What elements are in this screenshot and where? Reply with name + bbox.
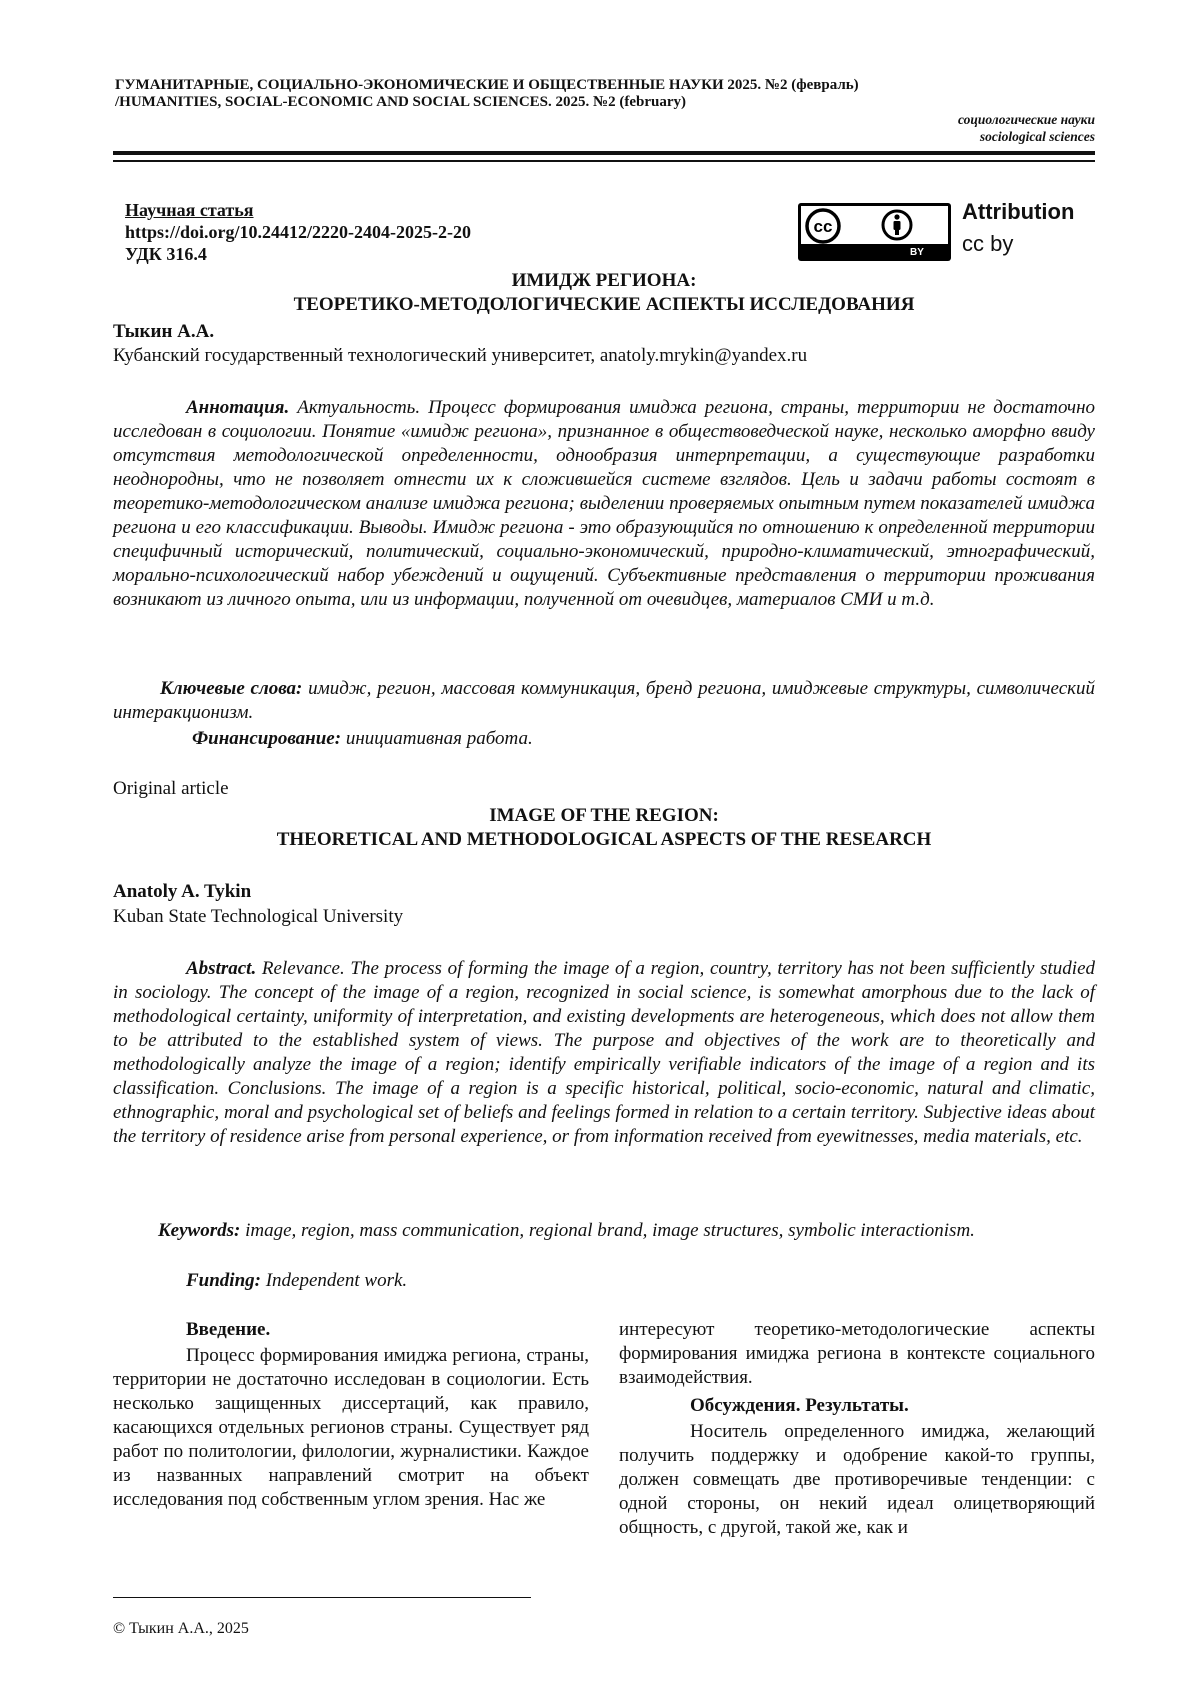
discussion-heading: Обсуждения. Результаты. [690, 1395, 909, 1416]
abstract-en-text: Relevance. The process of forming the image of a region, country, territory has not been sufficiently studied in sociology. The concept of the image of a region, recognized in social science, is somewhat amorphous due to the lack of methodological certainty, uniformity of interpretation, and existing developments are heterogeneous, which does not allow them to be attributed to the established system of views. The purpose and objectives of the work are to theoretically and methodologically analyze the image of a region; identify empirically verifiable indicators of the image of a region and its classification. Conclusions. The image of a region is a specific historical, political, socio-economic, natural and climatic, ethnographic, moral and psychological set of beliefs and feelings formed in relation to a certain territory. Subjective ideas about the territory of residence arise from personal experience, or from information received from eyewitnesses, media materials, etc. [113, 958, 1096, 1147]
article-type-ru: Научная статья [125, 200, 254, 220]
title-ru-line2: ТЕОРЕТИКО-МЕТОДОЛОГИЧЕСКИЕ АСПЕКТЫ ИССЛЕДОВАНИЯ [293, 294, 915, 315]
udk-code: УДК 316.4 [125, 244, 207, 264]
license-subtitle: cc by [962, 231, 1014, 256]
keywords-ru-text: имидж, регион, массовая коммуникация, бренд региона, имиджевые структуры, символический интеракционизм. [113, 678, 1096, 723]
copyright-note: © Тыкин А.А., 2025 [113, 1620, 249, 1637]
title-en-line1: IMAGE OF THE REGION: [489, 805, 719, 826]
title-ru-line1: ИМИДЖ РЕГИОНА: [511, 270, 697, 291]
funding-ru [113, 727, 1095, 751]
affiliation-en: Kuban State Technological University [113, 906, 404, 927]
section-label-ru: социологические науки [957, 112, 1095, 127]
cc-logo-icon [801, 206, 948, 244]
keywords-en [113, 1219, 1095, 1243]
intro-paragraph [113, 1344, 589, 1512]
abstract-en-label: Abstract. [186, 958, 257, 979]
journal-title-en: /HUMANITIES, SOCIAL-ECONOMIC AND SOCIAL SCIENCES. 2025. №2 (february) [115, 94, 686, 110]
funding-ru-text: инициативная работа. [345, 728, 533, 749]
cc-license-badge[interactable] [798, 203, 951, 261]
abstract-ru [113, 396, 1095, 612]
keywords-en-text: image, region, mass communication, regional brand, image structures, symbolic interactionism. [245, 1220, 975, 1241]
doi-link[interactable]: https://doi.org/10.24412/2220-2404-2025-2-20 [125, 222, 471, 242]
keywords-en-label: Keywords: [158, 1220, 241, 1241]
header-rule-thin [113, 160, 1095, 162]
right-column-continuation: интересуют теоретико-методологические аспекты формирования имиджа региона в контексте социального взаимодействия. [619, 1319, 1095, 1388]
funding-en [113, 1269, 1095, 1293]
cc-by-label: BY [888, 246, 946, 259]
discussion-paragraph-text: Носитель определенного имиджа, желающий получить поддержку и одобрение какой-то группы, должен совмещать две противоречивые тенденции: с одной стороны, он некий идеал олицетворяющий общность, с другой, такой же, как и [619, 1421, 1095, 1538]
svg-text:cc: cc [813, 217, 833, 236]
intro-heading: Введение. [186, 1319, 271, 1340]
keywords-ru [113, 677, 1095, 725]
abstract-en [113, 957, 1095, 1149]
author-ru: Тыкин А.А. [113, 321, 215, 342]
affiliation-ru: Кубанский государственный технологический университет, anatoly.mrykin@yandex.ru [113, 345, 808, 366]
abstract-ru-text: Актуальность. Процесс формирования имиджа региона, страны, территории не достаточно исследован в социологии. Понятие «имидж региона», признанное в обществоведческой науке, несколько аморфно ввиду отсутствия методологической определенности, однообразия интерпретации, а существующие разработки неоднородны, что не позволяет отнести их к сложившейся системе взглядов. Цель и задачи работы состоят в теоретико-методологическом анализе имиджа региона; выделении проверяемых опытным путем показателей имиджа региона и его классификации. Выводы. Имидж региона - это образующийся по отношению к определенной территории специфичный исторический, политический, социально-экономический, природно-климатический, этнографический, морально-психологический набор убеждений и ощущений. Субъективные представления о территории проживания возникают из личного опыта, или из информации, полученной от очевидцев, материалов СМИ и т.д. [113, 397, 1096, 610]
intro-paragraph-text: Процесс формирования имиджа региона, страны, территории не достаточно исследован в социологии. Есть несколько защищенных диссертаций, как правило, касающихся отдельных регионов страны. Существует ряд работ по политологии, филологии, журналистики. Каждое из названных направлений смотрит на объект исследования под собственным углом зрения. Нас же [113, 1345, 589, 1510]
funding-en-label: Funding: [186, 1270, 261, 1291]
funding-en-text: Independent work. [265, 1270, 408, 1291]
footnote-rule [113, 1597, 531, 1598]
funding-ru-label: Финансирование: [192, 728, 342, 749]
journal-title-ru: ГУМАНИТАРНЫЕ, СОЦИАЛЬНО-ЭКОНОМИЧЕСКИЕ И ОБЩЕСТВЕННЫЕ НАУКИ 2025. №2 (февраль) [115, 77, 859, 93]
article-type-en: Original article [113, 778, 229, 799]
section-label-en: sociological sciences [979, 129, 1095, 144]
author-en: Anatoly A. Tykin [113, 881, 252, 902]
abstract-ru-label: Аннотация. [186, 397, 290, 418]
header-rule-thick [113, 151, 1095, 155]
license-title: Attribution [962, 199, 1075, 224]
keywords-ru-label: Ключевые слова: [160, 678, 303, 699]
title-en-line2: THEORETICAL AND METHODOLOGICAL ASPECTS OF THE RESEARCH [276, 829, 932, 850]
discussion-paragraph [619, 1420, 1095, 1540]
